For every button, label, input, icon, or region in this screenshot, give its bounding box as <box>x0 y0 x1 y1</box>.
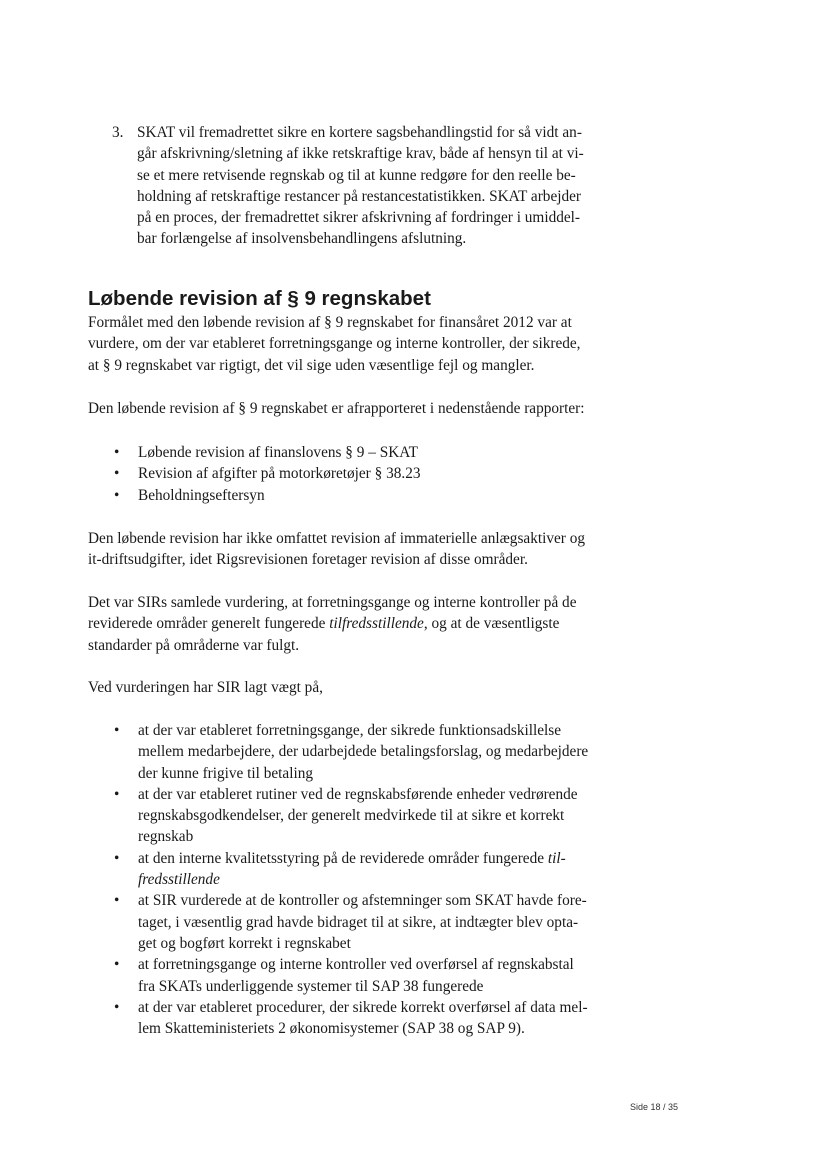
item-line: se et mere retvisende regnskab og til at kunne redgøre for den reelle be- <box>137 166 576 184</box>
item-line: SKAT vil fremadrettet sikre en kortere sagsbehandlingstid for så vidt an- <box>137 124 582 141</box>
list-item-line: taget, i væsentlig grad havde bidraget til at sikre, at indtægter blev opta- <box>138 913 579 931</box>
scope-line: Den løbende revision har ikke omfattet revision af immaterielle anlægsaktiver og <box>88 530 585 547</box>
list-item-text: Beholdningseftersyn <box>138 486 265 504</box>
emphasis-text: fredsstillende <box>138 871 220 889</box>
assessment-line: , og at de væsentligste <box>423 615 560 633</box>
emphasis-text: tilfredsstillende <box>329 615 424 633</box>
list-item <box>88 463 608 484</box>
bullet-symbol: • <box>114 486 120 504</box>
page-number: Side 18 / 35 <box>629 1102 678 1112</box>
item-number: 3. <box>112 124 124 141</box>
list-item-line: at der var etableret rutiner ved de regnskabsførende enheder vedrørende <box>138 785 578 803</box>
bullet-symbol: • <box>114 956 120 974</box>
list-item-line: at forretningsgange og interne kontroller ved overførsel af regnskabstal <box>138 956 574 974</box>
emphasis-text: til- <box>547 849 566 867</box>
list-item-line: lem Skatteministeriets 2 økonomisystemer (SAP 38 og SAP 9). <box>138 1020 525 1038</box>
scope-paragraph <box>88 528 612 571</box>
emphasis-intro: Ved vurderingen har SIR lagt vægt på, <box>88 679 323 696</box>
list-item-line: get og bogført korrekt i regnskabet <box>138 934 351 952</box>
list-item-line: mellem medarbejdere, der udarbejdede betalingsforslag, og medarbejdere <box>138 743 589 761</box>
list-item-line: fra SKATs underliggende systemer til SAP 38 fungerede <box>138 977 484 995</box>
list-item-line: regnskabsgodkendelser, der generelt medvirkede til at sikre et korrekt <box>138 807 565 825</box>
intro-line: vurdere, om der var etableret forretningsgange og interne kontroller, der sikrede, <box>88 335 581 353</box>
intro-line: at § 9 regnskabet var rigtigt, det vil sige uden væsentlige fejl og mangler. <box>88 356 535 374</box>
list-item-text: Løbende revision af finanslovens § 9 – SKAT <box>138 444 418 461</box>
list-item-line: at der var etableret procedurer, der sikrede korrekt overførsel af data mel- <box>138 998 588 1016</box>
intro-paragraph <box>88 312 612 376</box>
assessment-line: standarder på områderne var fulgt. <box>88 636 300 654</box>
intro-line: Formålet med den løbende revision af § 9 regnskabet for finansåret 2012 var at <box>88 314 572 331</box>
list-item <box>88 848 612 891</box>
list-item <box>88 485 608 506</box>
list-item <box>88 954 612 997</box>
report-list <box>88 442 608 506</box>
item-line: holdning af retskraftige restancer på restancestatistikken. SKAT arbejder <box>137 187 582 205</box>
list-item-line: regnskab <box>138 828 194 846</box>
list-item <box>88 890 612 954</box>
bullet-symbol: • <box>114 998 120 1016</box>
numbered-item <box>112 122 612 250</box>
bullet-symbol: • <box>114 892 120 910</box>
bullet-symbol: • <box>114 722 120 739</box>
emphasis-list <box>88 720 612 1039</box>
item-body <box>137 122 612 250</box>
bullet-symbol: • <box>114 444 120 461</box>
list-item <box>88 784 612 848</box>
report-intro: Den løbende revision af § 9 regnskabet er afrapporteret i nedenstående rapporter: <box>88 400 585 417</box>
assessment-line: reviderede områder generelt fungerede <box>88 615 330 633</box>
bullet-symbol: • <box>114 849 120 867</box>
bullet-symbol: • <box>114 785 120 803</box>
scope-line: it-driftsudgifter, idet Rigsrevisionen foretager revision af disse områder. <box>88 551 528 569</box>
item-line: går afskrivning/sletning af ikke retskraftige krav, både af hensyn til at vi- <box>137 145 584 163</box>
item-line: bar forlængelse af insolvensbehandlingens afslutning. <box>137 230 467 248</box>
list-item-line: at den interne kvalitetsstyring på de reviderede områder fungerede <box>138 849 548 867</box>
list-item-line: at der var etableret forretningsgange, der sikrede funktionsadskillelse <box>138 722 562 739</box>
section-heading: Løbende revision af § 9 regnskabet <box>88 287 431 310</box>
list-item <box>88 442 608 463</box>
assessment-paragraph <box>88 592 612 656</box>
list-item <box>88 997 612 1040</box>
list-item-line: der kunne frigive til betaling <box>138 764 314 782</box>
item-line: på en proces, der fremadrettet sikrer afskrivning af fordringer i umiddel- <box>137 209 581 227</box>
bullet-symbol: • <box>114 465 120 483</box>
list-item <box>88 720 612 784</box>
list-item-line: at SIR vurderede at de kontroller og afstemninger som SKAT havde fore- <box>138 892 587 910</box>
list-item-text: Revision af afgifter på motorkøretøjer § 38.23 <box>138 465 421 483</box>
assessment-line: Det var SIRs samlede vurdering, at forretningsgange og interne kontroller på de <box>88 594 577 611</box>
